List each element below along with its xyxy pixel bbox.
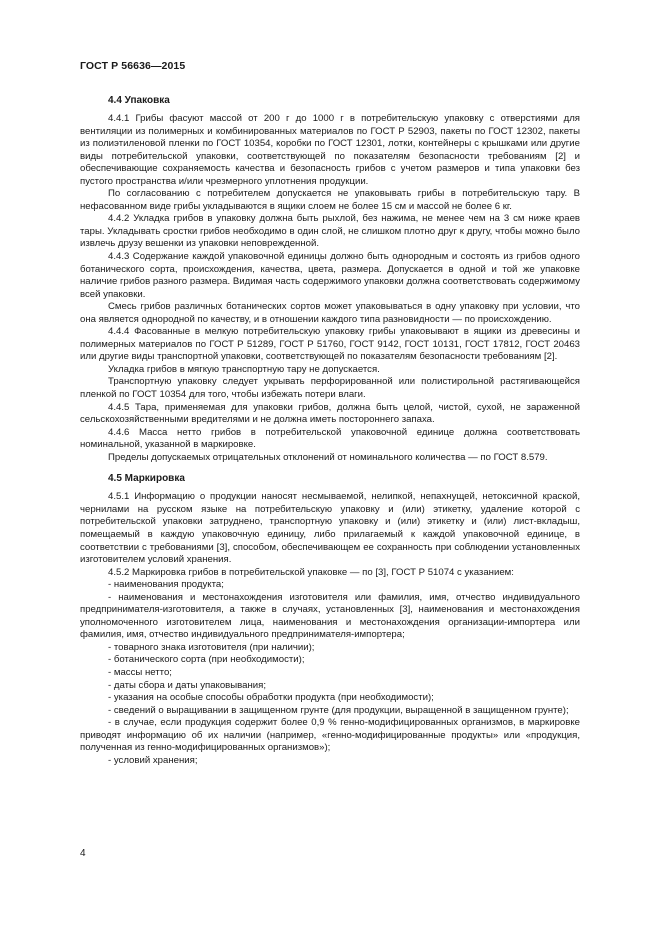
list-item: - даты сбора и даты упаковывания; <box>108 679 267 691</box>
list-item: - ботанического сорта (при необходимости); <box>108 654 305 666</box>
section-spacer <box>80 464 580 472</box>
paragraph: 4.4.3 Содержание каждой упаковочной единицы должно быть однородным и состоять из грибов одного ботанического сорта, происхождения, качества, цвета, размера. Допускается в одной и той же упаковке наличие грибов разного размера. Видимая часть содержимого упаковки должна соответствовать содержимому всей упаковки. <box>80 251 580 300</box>
list-item: - товарного знака изготовителя (при наличии); <box>108 641 315 653</box>
paragraph: 4.4.5 Тара, применяемая для упаковки грибов, должна быть целой, чистой, сухой, не зараженной сельскохозяйственными вредителями и не должна иметь постороннего запаха. <box>80 401 580 426</box>
paragraph: 4.4.6 Масса нетто грибов в потребительской упаковочной единице должна соответствовать номинальной, указанной в маркировке. <box>80 426 580 451</box>
paragraph: 4.4.2 Укладка грибов в упаковку должна быть рыхлой, без нажима, не менее чем на 3 см ниже краев тары. Укладывать сростки грибов необходимо в один слой, не слишком плотно друг к другу, чтобы можно было извлечь друзу вешенки из упаковки неповрежденной. <box>80 213 580 250</box>
section-title-packaging: 4.4 Упаковка <box>108 95 170 106</box>
paragraph: Укладка грибов в мягкую транспортную тару не допускается. <box>108 363 380 375</box>
list-item: - указания на особые способы обработки продукта (при необходимости); <box>108 692 434 704</box>
paragraph: Смесь грибов различных ботанических сортов может упаковываться в одну упаковку при условии, что она является однородной по качеству, и в отношении каждого типа разновидности — по происхождению. <box>80 301 580 325</box>
paragraph: 4.4.4 Фасованные в мелкую потребительскую упаковку грибы упаковывают в ящики из древесины и полимерных материалов по ГОСТ Р 51289, ГОСТ Р 51760, ГОСТ 9142, ГОСТ 10131, ГОСТ 17812, ГОСТ 20463 или другие виды транспортной упаковки, соответствующей по показателям безопасности требованиям [2]. <box>80 326 580 363</box>
document-body <box>80 94 580 767</box>
paragraph: По согласованию с потребителем допускается не упаковывать грибы в потребительскую тару. В нефасованном виде грибы укладываются в ящики слоем не более 15 см и массой не более 6 кг. <box>80 188 580 212</box>
list-item: - массы нетто; <box>108 666 172 678</box>
list-item: - сведений о выращивании в защищенном грунте (для продукции, выращенной в защищенном грунте); <box>108 704 569 716</box>
paragraph: 4.5.2 Маркировка грибов в потребительской упаковке — по [3], ГОСТ Р 51074 с указанием: <box>108 566 514 578</box>
list-item: - в случае, если продукция содержит более 0,9 % генно-модифицированных организмов, в маркировке приводят информацию об их наличии (например, «генно-модифицированные продукты» или «продукция, полученная из генно-модифицированных организмов»); <box>80 717 580 754</box>
list-item: - наименования продукта; <box>108 579 224 591</box>
document-header: ГОСТ Р 56636—2015 <box>80 60 186 72</box>
paragraph: 4.4.1 Грибы фасуют массой от 200 г до 1000 г в потребительскую упаковку с отверстиями для вентиляции из полимерных и комбинированных материалов по ГОСТ Р 52903, пакеты по ГОСТ 12302, пакеты из полиэтиленовой пленки по ГОСТ 10354, коробки по ГОСТ 12301, лотки, контейнеры с крышками или другие виды потребительской упаковки, соответствующей по показателям безопасности требованиям [2] и обеспечивающие сохраняемость качества и безопасность грибов с учетом размеров и типа упаковки без пустого пространства и/или чрезмерного уплотнения продукции. <box>80 113 580 187</box>
list-item: - наименования и местонахождения изготовителя или фамилия, имя, отчество индивидуального предпринимателя-изготовителя, а также в случаях, установленных [3], наименования и местонахождения уполномоченного изготовителем лица, наименования и местонахождения организации-импортера или фамилия, имя, отчество индивидуального предпринимателя-импортера; <box>80 591 580 641</box>
paragraph: 4.5.1 Информацию о продукции наносят несмываемой, нелипкой, непахнущей, нетоксичной краской, чернилами на русском языке на потребительскую упаковку и (или) этикетку, удаление которой с потребительской упаковки затруднено, транспортную упаковку и (или) этикетку и (или) лист-вкладыш, помещаемый в каждую упаковочную единицу, либо прилагаемый к каждой упаковочной единице, в соответствии с требованиями [3], способом, обеспечивающем ее сохранность при соблюдении установленных изготовителем условий хранения. <box>80 491 580 566</box>
section-title-marking: 4.5 Маркировка <box>108 473 185 485</box>
paragraph: Пределы допускаемых отрицательных отклонений от номинального количества — по ГОСТ 8.579. <box>108 451 548 463</box>
paragraph: Транспортную упаковку следует укрывать перфорированной или полистирольной растягивающейся пленкой по ГОСТ 10354 для того, чтобы избежать потери влаги. <box>80 376 580 401</box>
page-number: 4 <box>80 848 86 859</box>
list-item: - условий хранения; <box>108 754 198 766</box>
